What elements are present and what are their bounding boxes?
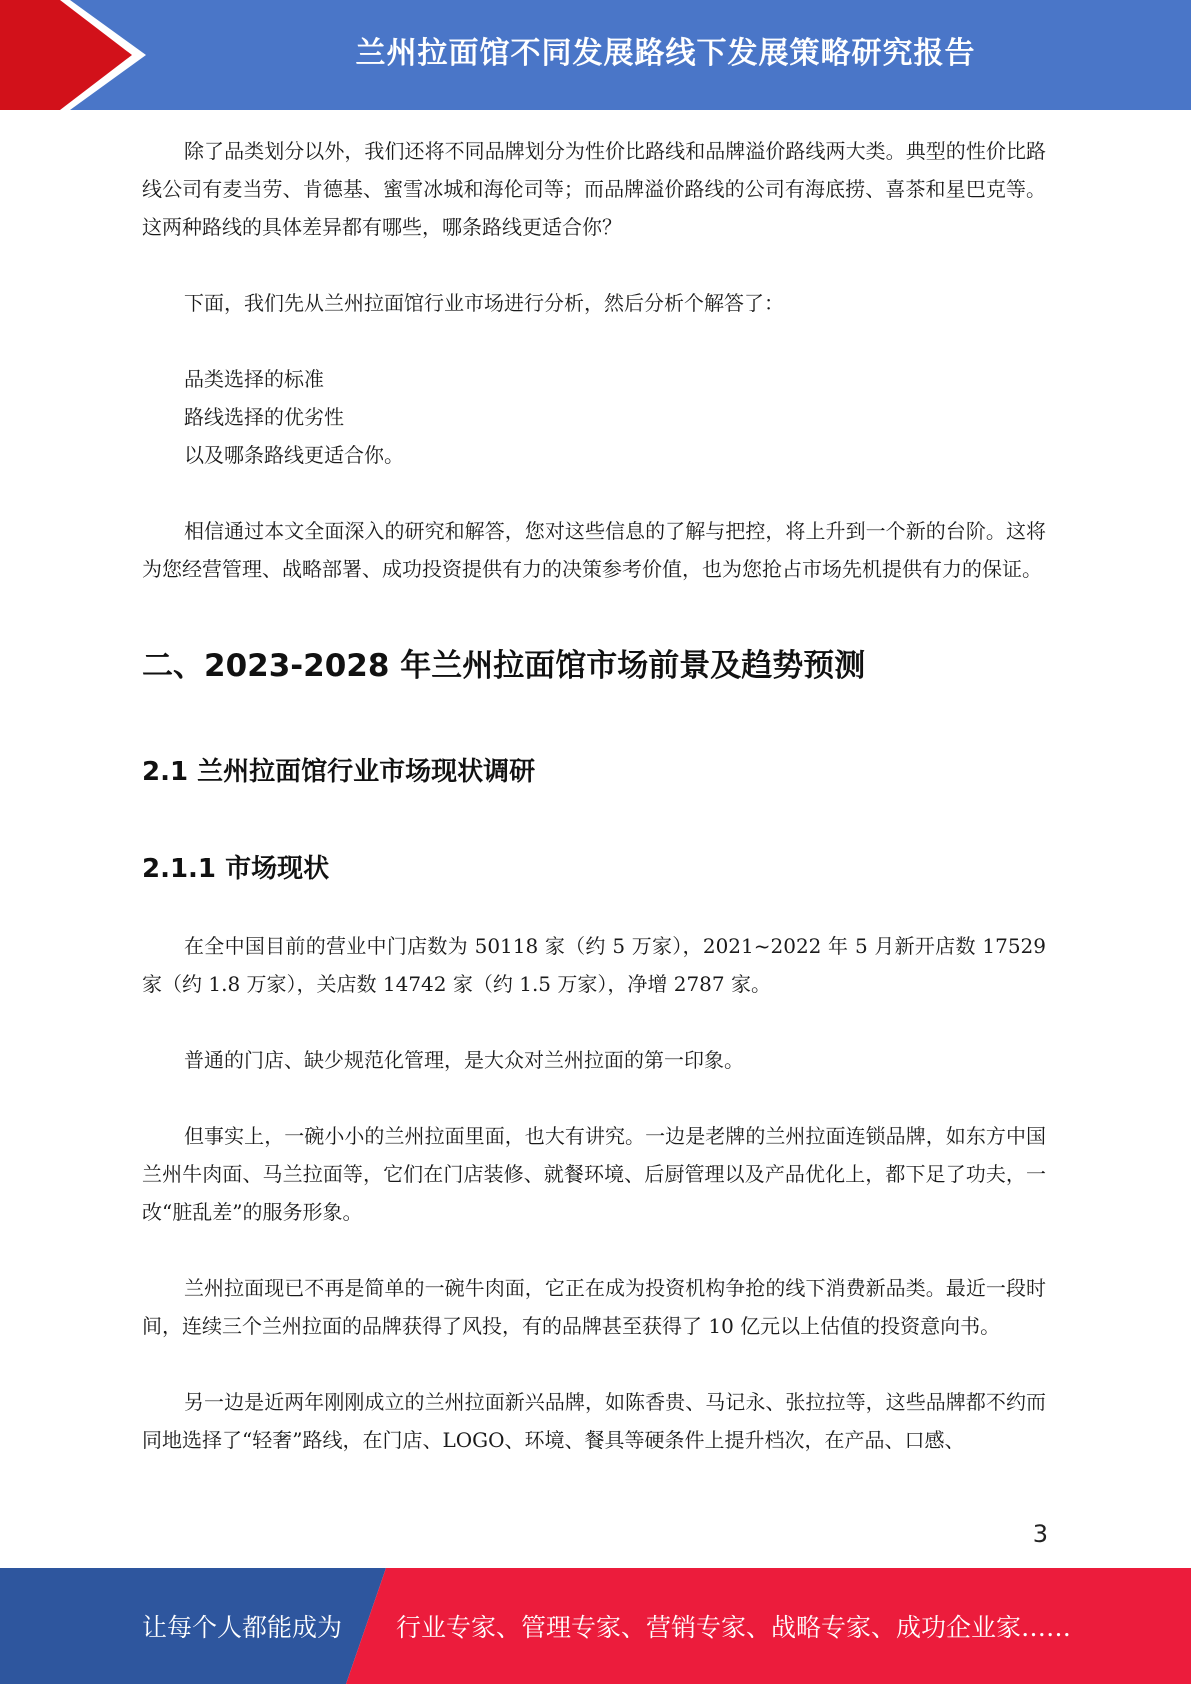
- market-paragraph-2: 普通的门店、缺少规范化管理，是大众对兰州拉面的第一印象。: [184, 1048, 744, 1072]
- list-item: 路线选择的优劣性: [184, 405, 344, 429]
- market-paragraph-3: 但事实上，一碗小小的兰州拉面里面，也大有讲究。一边是老牌的兰州拉面连锁品牌，如东方中国兰州牛肉面、马兰拉面等，它们在门店装修、就餐环境、后厨管理以及产品优化上，都下足了功夫，一改“脏乱差”的服务形象。: [142, 1124, 1046, 1224]
- intro-paragraph-2: 下面，我们先从兰州拉面馆行业市场进行分析，然后分析个解答了：: [184, 291, 784, 315]
- footer-banner: [0, 1568, 1191, 1684]
- document-body: [142, 132, 1046, 1459]
- footer-slogan-left: 让每个人都能成为: [142, 1613, 343, 1642]
- market-paragraph-4: 兰州拉面现已不再是简单的一碗牛肉面，它正在成为投资机构争抢的线下消费新品类。最近一段时间，连续三个兰州拉面的品牌获得了风投，有的品牌甚至获得了 10 亿元以上估值的投资意向书。: [142, 1276, 1046, 1338]
- page-number: 3: [1032, 1520, 1048, 1548]
- list-item: 以及哪条路线更适合你。: [184, 443, 404, 467]
- question-list: [142, 360, 1046, 474]
- intro-paragraph-1: 除了品类划分以外，我们还将不同品牌划分为性价比路线和品牌溢价路线两大类。典型的性价比路线公司有麦当劳、肯德基、蜜雪冰城和海伦司等；而品牌溢价路线的公司有海底捞、喜茶和星巴克等。这两种路线的具体差异都有哪些，哪条路线更适合你？: [142, 139, 1046, 239]
- section-heading: 二、2023-2028 年兰州拉面馆市场前景及趋势预测: [142, 648, 866, 684]
- market-paragraph-5: 另一边是近两年刚刚成立的兰州拉面新兴品牌，如陈香贵、马记永、张拉拉等，这些品牌都不约而同地选择了“轻奢”路线，在门店、LOGO、环境、餐具等硬条件上提升档次，在产品、口感、: [142, 1390, 1046, 1452]
- footer-slogan-right: 行业专家、管理专家、营销专家、战略专家、成功企业家……: [396, 1613, 1072, 1642]
- list-item: 品类选择的标准: [184, 367, 324, 391]
- report-title: 兰州拉面馆不同发展路线下发展策略研究报告: [355, 36, 976, 71]
- header-banner: [0, 0, 1191, 110]
- market-paragraph-1: 在全中国目前的营业中门店数为 50118 家（约 5 万家），2021~2022 年 5 月新开店数 17529 家（约 1.8 万家），关店数 14742 家（约 1.5 万家），净增 2787 家。: [142, 934, 1046, 996]
- subsubsection-heading: 2.1.1 市场现状: [142, 854, 330, 884]
- chevron-arrow-icon: [0, 0, 160, 110]
- subsection-heading: 2.1 兰州拉面馆行业市场现状调研: [142, 757, 536, 787]
- intro-paragraph-3: 相信通过本文全面深入的研究和解答，您对这些信息的了解与把控，将上升到一个新的台阶。这将为您经营管理、战略部署、成功投资提供有力的决策参考价值，也为您抢占市场先机提供有力的保证。: [142, 519, 1046, 581]
